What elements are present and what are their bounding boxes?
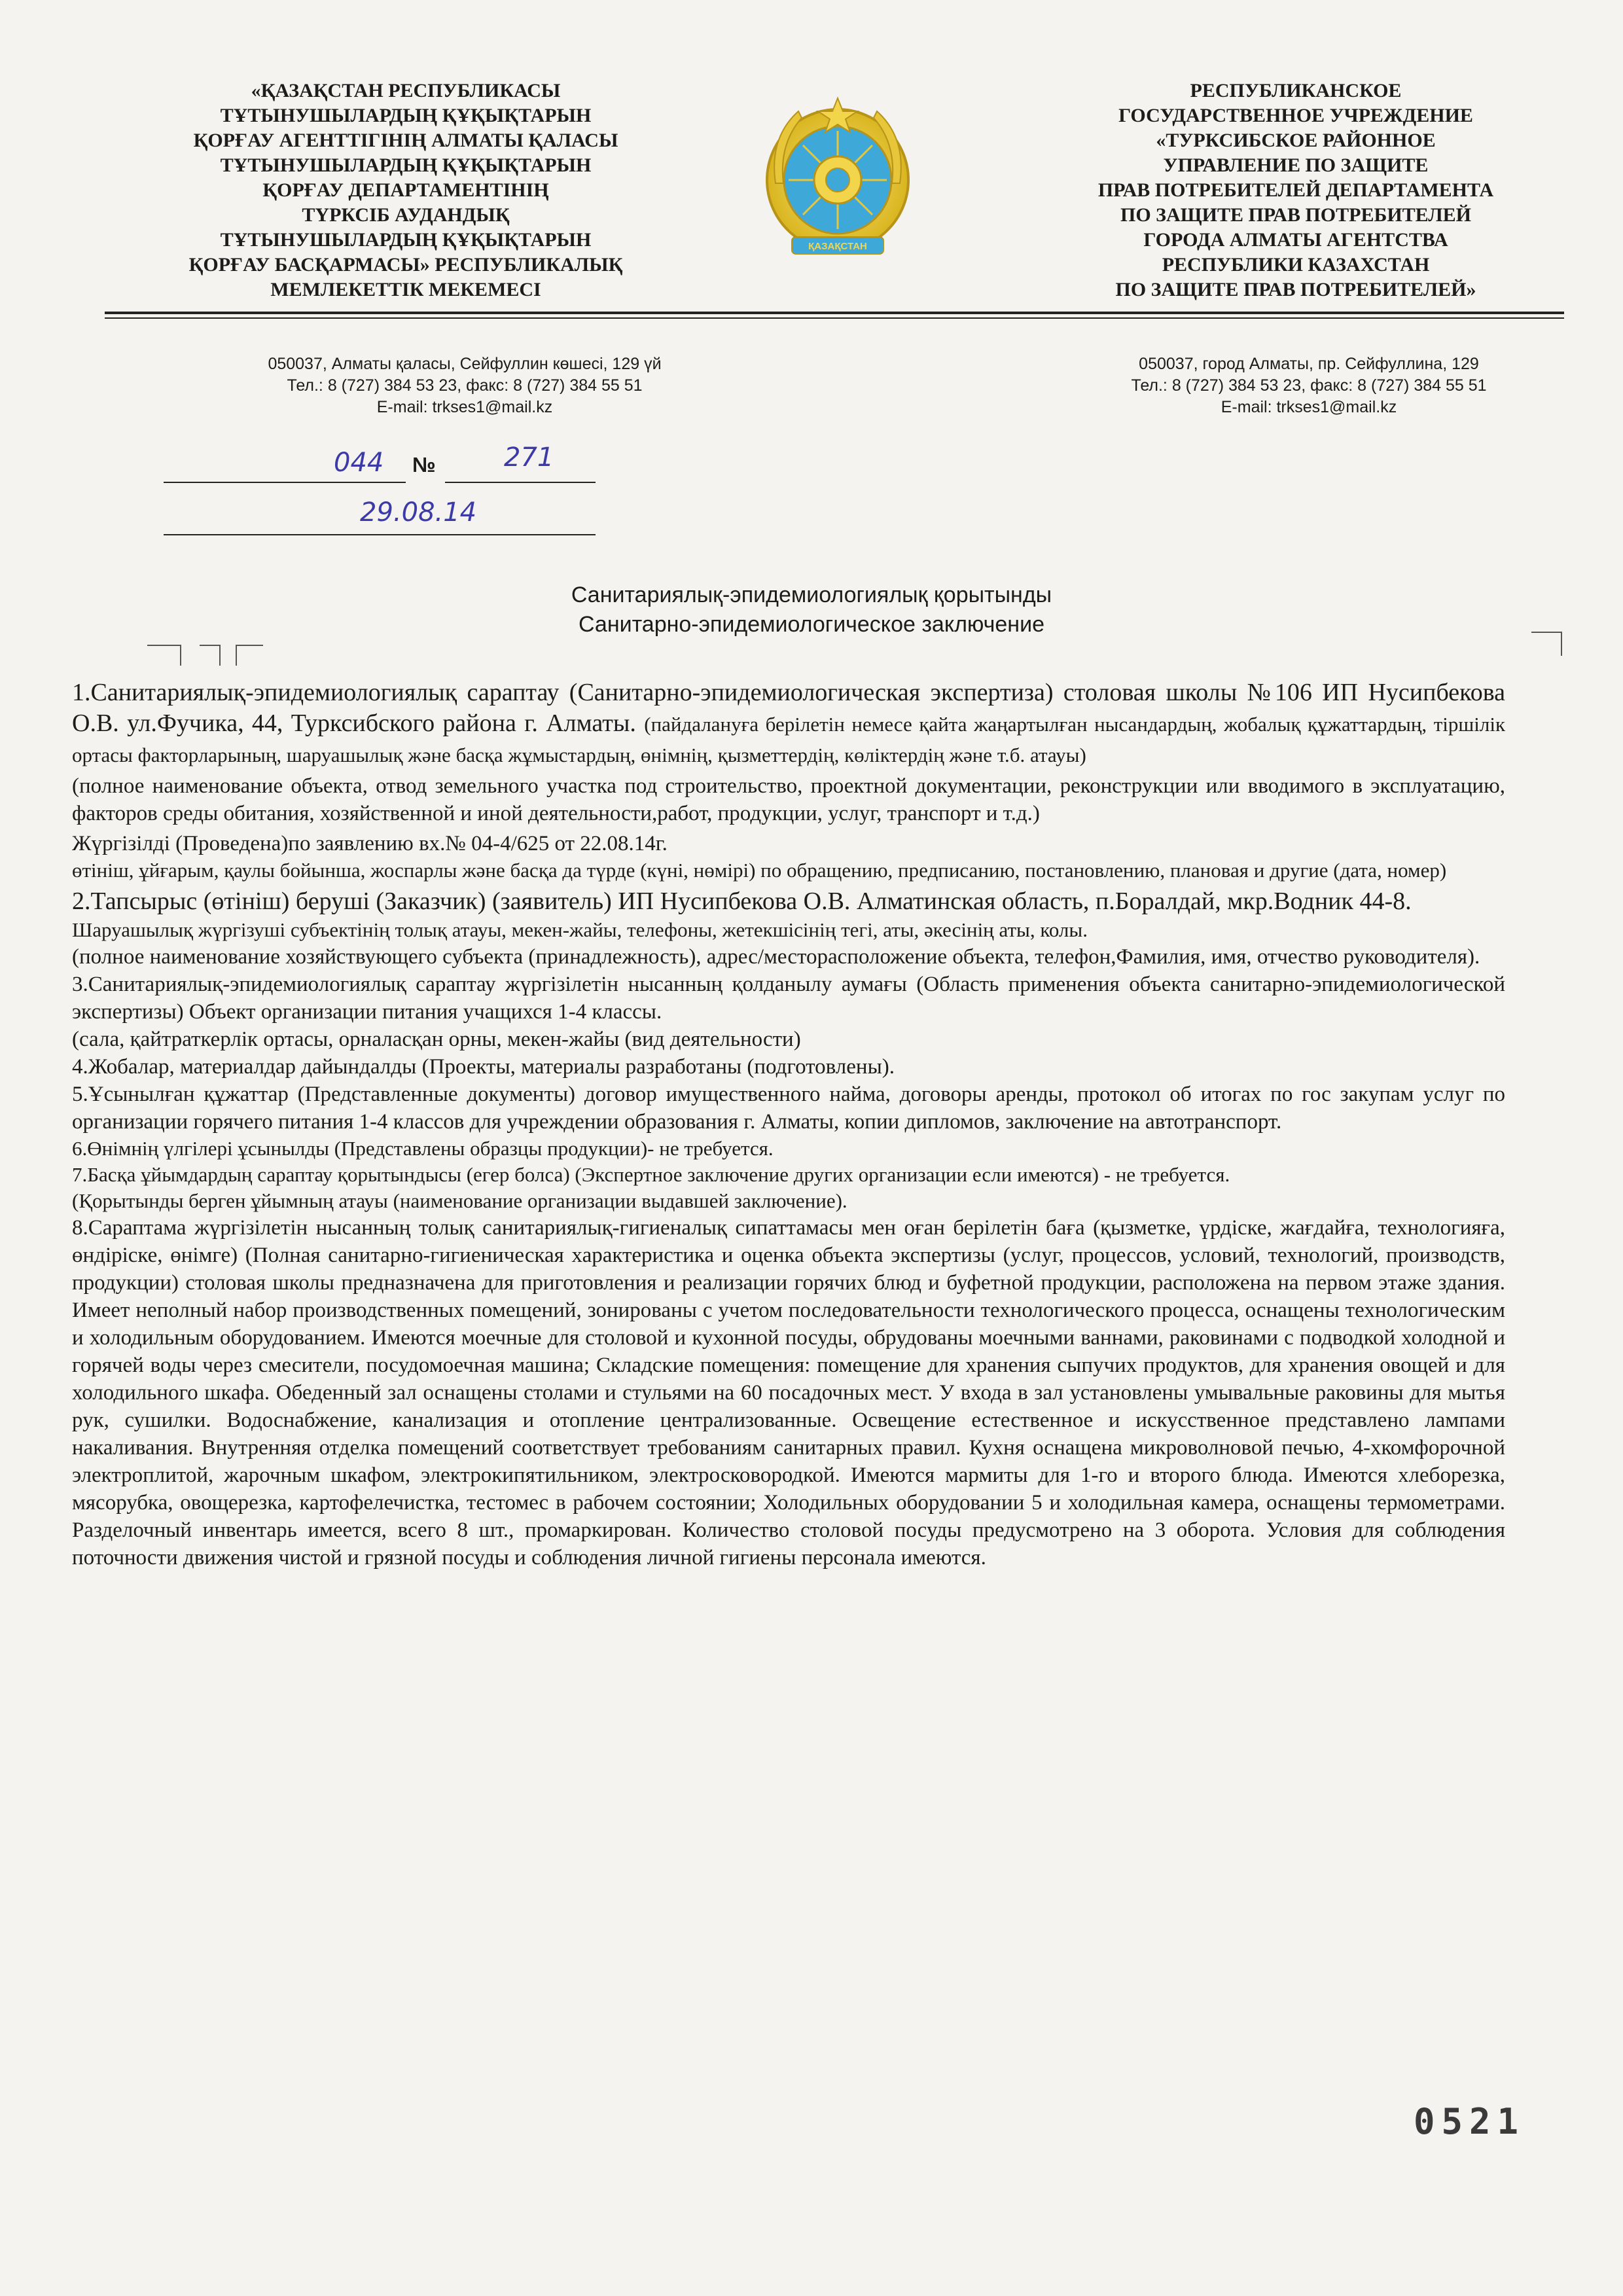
section-8: 8.Сараптама жүргізілетін нысанның толық санитариялық-гигиеналық сипаттамасы мен оған берілетін баға (қызметке, үрдіске, жағдайға, технологияға, өндіріске, өнімге) (Полная санитарно-гигиеническая характеристика и оценка объекта экспертизы (услуг, процессов, условий, технологий, производств, продукции) столовая школы предназначена для приготовления и реализации горячих блюд и буфетной продукции, расположена на первом этаже здания. Имеет неполный набор производственных помещений, зонированы с учетом последовательности технологического процесса, оснащены технологическим и холодильным оборудованием. Имеются моечные для столовой и кухонной посуды, обрудованы моечными ваннами, раковинами с подводкой холодной и горячей воды через смесители, посудомоечная машина; Складские помещения: помещение для хранения сыпучих продуктов, для хранения овощей и для холодильного шкафа. Обеденный зал оснащены столами и стульями на 60 посадочных мест. У входа в зал установлены умывальные раковины для мытья рук, сушилки. Водоснабжение, канализация и отопление централизованные. Освещение естественное и искусственное представлено лампами накаливания. Внутренняя отделка помещений соответствует требованиям санитарных правил. Кухня оснащена микроволновой печью, 4-хкомфорочной электроплитой, жарочным шкафом, электрокипятильником, электросковородкой. Имеются мармиты для 1-го и второго блюда. Имеются хлеборезка, мясорубка, овощерезка, картофелечистка, тестомес в рабочем состоянии; Холодильных оборудовании 5 и холодильная камера, оснащены термометрами. Разделочный инвентарь имеется, всего 8 шт., промаркирован. Количество столовой посуды предусмотрено на 3 оборота. Условия для соблюдения поточности движения чистой и грязной посуды и соблюдения личной гигиены персонала имеются.: [72, 1216, 1505, 1570]
section-2-note-ru: (полное наименование хозяйствующего субъекта (принадлежность), адрес/месторасположение объекта, телефон,Фамилия, имя, отчество руководителя).: [72, 945, 1480, 969]
address-line: E-mail: trkses1@mail.kz: [376, 398, 553, 416]
number-underline-left: [164, 482, 406, 483]
section-7-note: (Қорытынды берген ұйымның атауы (наименование организации выдавшей заключение).: [72, 1189, 847, 1212]
address-line: 050037, город Алматы, пр. Сейфуллина, 129: [1139, 355, 1479, 373]
corner-bracket: [200, 645, 221, 666]
letterhead-line: УПРАВЛЕНИЕ ПО ЗАЩИТЕ: [1163, 154, 1429, 176]
section-1-note-kz: (пайдалануға берілетін немесе қайта жаңартылған нысандардың, жобалық құжаттардың, тіршілік ортасы факторларының, шаруашылық және басқа жұмыстардың, өнімнің, қызметтердің, көліктердің және т.б. атауы): [72, 713, 1506, 766]
letterhead-line: ТҰТЫНУШЫЛАРДЫҢ ҚҰҚЫҚТАРЫН: [220, 154, 592, 176]
section-3: 3.Санитариялық-эпидемиологиялық сараптау жүргізілетін нысанның қолданылу аумағы (Область применения объекта санитарно-эпидемиологической экспертизы) Объект организации питания учащихся 1-4 классы.: [72, 973, 1505, 1024]
corner-bracket: [147, 645, 181, 666]
section-1-conducted-note: өтініш, ұйғарым, қаулы бойынша, жоспарлы және басқа да түрде (күні, нөмірі) по обращению, предписанию, постановлению, плановая и другие (дата, номер): [72, 859, 1447, 882]
emblem-text: ҚАЗАҚСТАН: [808, 241, 867, 252]
letterhead-line: «ҚАЗАҚСТАН РЕСПУБЛИКАСЫ: [251, 80, 561, 101]
letterhead-line: ПРАВ ПОТРЕБИТЕЛЕЙ ДЕПАРТАМЕНТА: [1097, 179, 1494, 201]
corner-bracket: [1531, 632, 1562, 656]
letterhead-line: ПО ЗАЩИТЕ ПРАВ ПОТРЕБИТЕЛЕЙ»: [1115, 279, 1476, 300]
state-emblem-icon: [762, 65, 913, 295]
letterhead-line: ТҮРКСІБ АУДАНДЫҚ: [302, 204, 510, 226]
corner-bracket: [236, 645, 263, 666]
section-4: 4.Жобалар, материалдар дайындалды (Проекты, материалы разработаны (подготовлены).: [72, 1055, 895, 1079]
letterhead-line: ҚОРҒАУ ДЕПАРТАМЕНТІНІҢ: [262, 179, 549, 201]
number-sign: №: [412, 453, 436, 476]
letterhead-kazakh: [111, 79, 700, 302]
section-6: 6.Өнімнің үлгілері ұсынылды (Представлены образцы продукции)- не требуется.: [72, 1137, 774, 1160]
number-underline-right: [445, 482, 596, 483]
letterhead-line: ҚОРҒАУ АГЕНТТІГІНІҢ АЛМАТЫ ҚАЛАСЫ: [193, 130, 618, 151]
title-russian: Санитарно-эпидемиологическое заключение: [579, 612, 1044, 637]
letterhead-line: ГОСУДАРСТВЕННОЕ УЧРЕЖДЕНИЕ: [1118, 105, 1473, 126]
section-7: 7.Басқа ұйымдардың сараптау қорытындысы (егер болса) (Экспертное заключение других организации если имеются) - не требуется.: [72, 1163, 1230, 1186]
address-line: 050037, Алматы қаласы, Сейфуллин көшесі, 129 үй: [268, 355, 662, 373]
letterhead-line: ГОРОДА АЛМАТЫ АГЕНТСТВА: [1143, 229, 1448, 251]
letterhead-line: ТҰТЫНУШЫЛАРДЫҢ ҚҰҚЫҚТАРЫН: [220, 229, 592, 251]
section-2: 2.Тапсырыс (өтініш) беруші (Заказчик) (заявитель) ИП Нусипбекова О.В. Алматинская область, п.Боралдай, мкр.Водник 44-8.: [72, 888, 1412, 915]
registration-prefix: 044: [334, 448, 384, 478]
registration-block: [164, 439, 554, 556]
address-kazakh: [216, 353, 713, 418]
letterhead-line: МЕМЛЕКЕТТІК МЕКЕМЕСІ: [270, 279, 541, 300]
title-kazakh: Санитариялық-эпидемиологиялық қорытынды: [571, 583, 1052, 607]
section-2-note-kz: Шаруашылық жүргізуші субъектінің толық атауы, мекен-жайы, телефоны, жетекшісінің тегі, аты, әкесінің аты, колы.: [72, 918, 1088, 941]
address-russian: [1060, 353, 1558, 418]
letterhead-russian: [1047, 79, 1544, 302]
letterhead-line: «ТУРКСИБСКОЕ РАЙОННОЕ: [1156, 130, 1436, 151]
letterhead-rule-thin: [105, 317, 1564, 319]
registration-date: 29.08.14: [360, 497, 477, 528]
section-3-note: (сала, қайтраткерлік ортасы, орналасқан орны, мекен-жайы (вид деятельности): [72, 1028, 801, 1051]
letterhead-line: ТҰТЫНУШЫЛАРДЫҢ ҚҰҚЫҚТАРЫН: [220, 105, 592, 126]
section-5: 5.Ұсынылған құжаттар (Представленные документы) договор имущественного найма, договоры аренды, протокол об итогах по гос закупам услуг по организации горячего питания 1-4 классов для учреждении образования г. Алматы, копии дипломов, заключение на автотранспорт.: [72, 1083, 1505, 1134]
letterhead-line: ҚОРҒАУ БАСҚАРМАСЫ» РЕСПУБЛИКАЛЫҚ: [188, 254, 623, 276]
letterhead-line: РЕСПУБЛИКАНСКОЕ: [1190, 80, 1402, 101]
letterhead-rule-thick: [105, 312, 1564, 314]
page-stamp-number: 0521: [1414, 2101, 1525, 2142]
section-1: 1.Санитариялық-эпидемиологиялық сараптау (Санитарно-эпидемиологическая экспертиза) столовая школы №106 ИП Нусипбекова О.В. ул.Фучика, 44, Турксибского района г. Алматы. (пайдалануға берілетін немесе қайта жаңартылған нысандардың, жобалық құжаттардың, тіршілік ортасы факторларының, шаруашылық және басқа жұмыстардың, өнімнің, қызметтердің, көліктердің және т.б. атауы): [72, 679, 1506, 766]
letterhead-line: ПО ЗАЩИТЕ ПРАВ ПОТРЕБИТЕЛЕЙ: [1120, 204, 1471, 226]
document-body: [72, 677, 1505, 1571]
date-underline: [164, 534, 596, 535]
registration-number: 271: [504, 442, 554, 473]
letterhead-line: РЕСПУБЛИКИ КАЗАХСТАН: [1162, 254, 1430, 276]
address-line: E-mail: trkses1@mail.kz: [1221, 398, 1397, 416]
address-line: Тел.: 8 (727) 384 53 23, факс: 8 (727) 384 55 51: [1131, 376, 1487, 395]
section-1-conducted: Жүргізілді (Проведена)по заявлению вх.№ 04-4/625 от 22.08.14г.: [72, 832, 668, 855]
address-line: Тел.: 8 (727) 384 53 23, факс: 8 (727) 384 55 51: [287, 376, 643, 395]
section-1-note-ru: (полное наименование объекта, отвод земельного участка под строительство, проектной документации, реконструкции или вводимого в эксплуатацию, факторов среды обитания, хозяйственной и иной деятельности,работ, продукции, услуг, транспорт и т.д.): [72, 774, 1505, 825]
